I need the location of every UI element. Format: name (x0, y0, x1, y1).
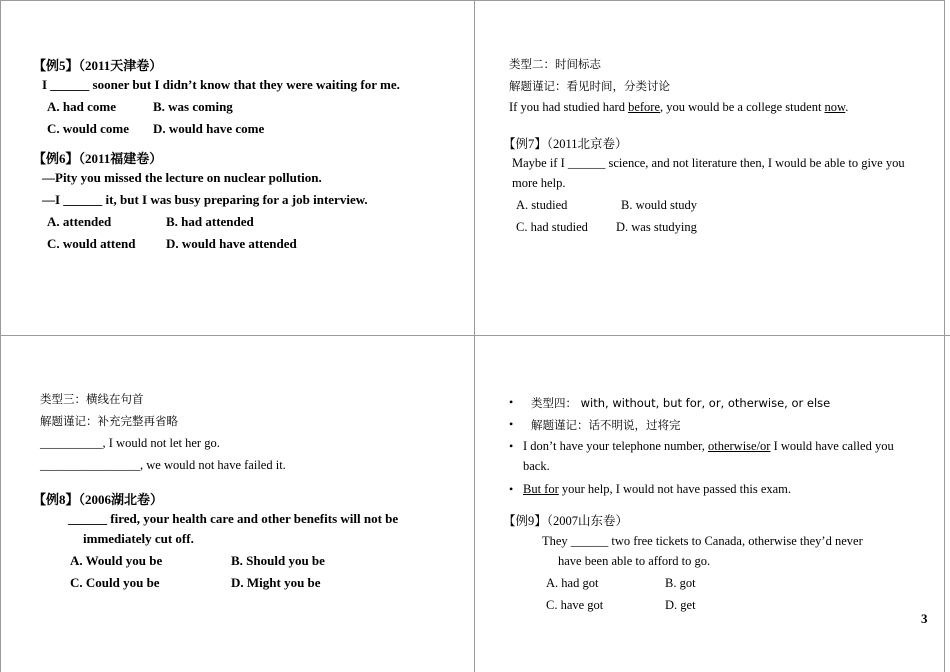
ex9-option-b: B. got (665, 576, 696, 590)
ex9-question-1: They ______ two free tickets to Canada, otherwise they’d never (542, 534, 863, 548)
type4-title: 类型四： with, without, but for, or, otherwise, or else (531, 396, 831, 410)
example-text: your help, I would not have passed this exam. (558, 482, 792, 496)
bullet-2: • (509, 417, 514, 431)
ex7-question-1: Maybe if I ______ science, and not literature then, I would be able to give you (512, 156, 905, 170)
ex7-header: 【例7】（2011北京卷） (503, 137, 628, 151)
ex8-option-a: A. Would you be (70, 553, 163, 568)
type2-example (509, 100, 848, 115)
ex8-question-2: immediately cut off. (83, 531, 194, 546)
ex7-option-a: A. studied (516, 198, 568, 212)
type4-example-1 (523, 439, 894, 454)
example-text: I would have called you (770, 439, 894, 453)
type3-title: 类型三：横线在句首 (40, 392, 144, 406)
keyword-before: before (628, 100, 660, 114)
ex9-option-d: D. get (665, 598, 696, 612)
keyword-but-for: But for (523, 482, 559, 496)
ex5-question: I ______ sooner but I didn’t know that they were waiting for me. (42, 77, 400, 92)
example-text: . (845, 100, 849, 114)
ex9-header: 【例9】（2007山东卷） (503, 514, 629, 528)
ex7-option-d: D. was studying (616, 220, 697, 234)
vertical-divider (474, 0, 475, 672)
ex5-option-b: B. was coming (153, 99, 233, 114)
ex7-option-c: C. had studied (516, 220, 588, 234)
ex7-question-2: more help. (512, 176, 566, 190)
type2-title: 类型二：时间标志 (509, 57, 601, 71)
ex6-option-c: C. would attend (47, 236, 136, 251)
type2-tip: 解题谨记：看见时间，分类讨论 (509, 79, 670, 93)
right-border (944, 0, 945, 672)
type4-tip: 解题谨记：话不明说，过将完 (531, 418, 681, 432)
ex6-header: 【例6】（2011福建卷） (33, 151, 163, 166)
ex8-option-d: D. Might you be (231, 575, 321, 590)
ex5-header: 【例5】（2011天津卷） (33, 58, 163, 73)
ex9-option-c: C. have got (546, 598, 604, 612)
ex6-line-2: —I ______ it, but I was busy preparing for a job interview. (42, 192, 368, 207)
horizontal-divider (0, 335, 950, 336)
type3-blank-1: __________, I would not let her go. (40, 436, 220, 450)
ex8-option-c: C. Could you be (70, 575, 160, 590)
type3-tip: 解题谨记：补充完整再省略 (40, 414, 178, 428)
ex7-option-b: B. would study (621, 198, 698, 212)
ex9-question-2: have been able to afford to go. (558, 554, 711, 568)
ex8-question-1: ______ fired, your health care and other benefits will not be (68, 511, 399, 526)
type4-example-1-cont: back. (523, 459, 550, 473)
ex5-option-a: A. had come (47, 99, 116, 114)
keyword-now: now (824, 100, 846, 114)
bullet-1: • (509, 395, 514, 409)
top-border (0, 0, 945, 1)
type3-blank-2: ________________, we would not have failed it. (40, 458, 286, 472)
type4-example-2 (523, 482, 791, 497)
ex8-option-b: B. Should you be (231, 553, 325, 568)
ex5-option-d: D. would have come (153, 121, 265, 136)
ex6-option-a: A. attended (47, 214, 112, 229)
ex6-line-1: —Pity you missed the lecture on nuclear pollution. (42, 170, 322, 185)
ex5-option-c: C. would come (47, 121, 129, 136)
bullet-4: • (509, 482, 514, 496)
keyword-otherwise-or: otherwise/or (707, 439, 771, 453)
ex8-header: 【例8】（2006湖北卷） (33, 492, 164, 507)
page-number: 3 (921, 611, 928, 626)
example-text: If you had studied hard (509, 100, 629, 114)
left-border (0, 0, 1, 672)
example-text: I don’t have your telephone number, (523, 439, 708, 453)
example-text: , you would be a college student (660, 100, 825, 114)
ex6-option-b: B. had attended (166, 214, 254, 229)
ex9-option-a: A. had got (546, 576, 599, 590)
ex6-option-d: D. would have attended (166, 236, 297, 251)
bullet-3: • (509, 439, 514, 453)
